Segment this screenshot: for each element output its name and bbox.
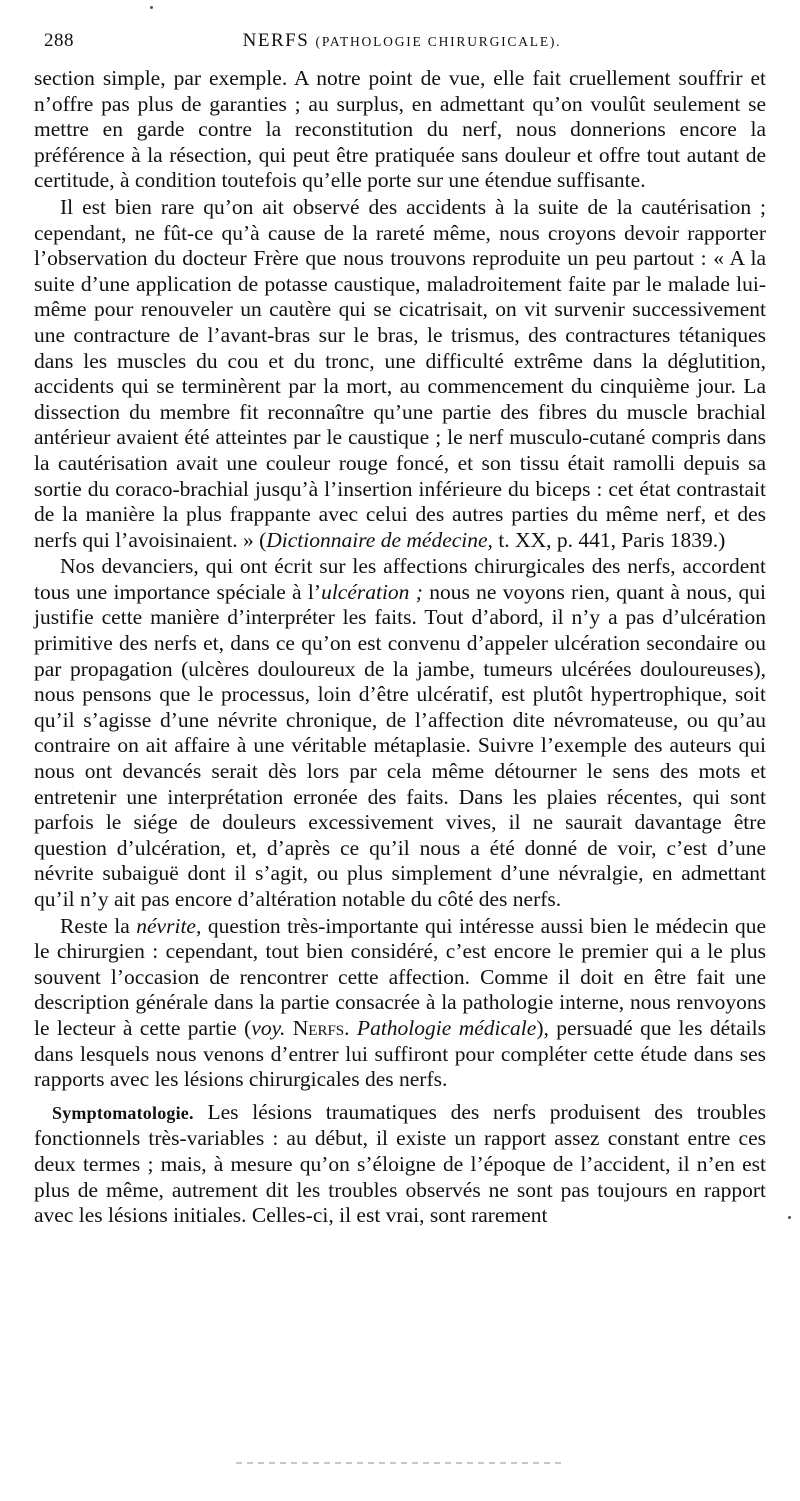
citation-details: t. XX, p. 441, Paris 1839.) — [492, 527, 726, 552]
paragraph-continuation: section simple, par exemple. A notre point de vue, elle fait cruellement souffrir et n’offre pas plus de garanties ; au surplus, en admettant qu’on voulût seulement se mettre en garde contre la reconstitution du nerf, nous donnerions encore la préférence à la résection, qui peut être pratiquée sans douleur et offre tout autant de certitude, à condition toutefois qu’elle porte sur une étendue suffisante. — [34, 66, 766, 193]
paragraph-cauterisation — [34, 195, 766, 553]
paragraph-nevrite-body: question très-importante qui intéresse aussi bien le médecin que le chirurgien : cependant, tout bien considéré, c’est encore le premier qui a le plus souvent l’occasion de rencontrer cette affection. Comme il doit en être fait une description générale dans la partie consacrée à la pathologie interne, nous renvoyons le lecteur à cette partie ( — [34, 913, 766, 1040]
running-title — [44, 30, 760, 52]
citation-title: Dictionnaire de médecine, — [266, 527, 493, 552]
paragraph-ulceration-intro: Nos devanciers, qui ont écrit sur les affections chirurgicales des nerfs, accordent tous une importance spéciale à l’ — [34, 554, 766, 604]
paragraph-symptomatologie-text: Les lésions traumatiques des nerfs produisent des troubles fonctionnels très-variables : au début, il existe un rapport assez constant entre ces deux termes ; mais, à mesure qu’on s’éloigne de l’époque de l’accident, il n’en est plus de même, autrement dit les troubles observés ne sont pas toujours en rapport avec les lésions initiales. Celles-ci, il est vrai, sont rarement — [34, 1099, 766, 1228]
paragraph-nevrite — [34, 914, 766, 1093]
term-nevrite: névrite, — [136, 913, 202, 938]
paragraph-ulceration-body: nous ne voyons rien, quant à nous, qui justifie cette manière d’interpréter les faits. Tout d’abord, il n’y a pas d’ulcération primitive des nerfs et, dans ce qu’on est convenu d’appeler ulcération secondaire ou par propagation (ulcères douloureux de la jambe, tumeurs ulcérées douloureuses), nous pensons que le processus, loin d’être ulcératif, est plutôt hypertrophique, soit qu’il s’agisse d’une névrite chronique, de l’affection dite névromateuse, ou qu’au contraire on ait affaire à une véritable métaplasie. Suivre l’exemple des auteurs qui nous ont devancés serait dès lors par cela même détourner le sens des mots et entretenir une interprétation erronée des faits. Dans les plaies récentes, qui sont parfois le siége de douleurs excessivement vives, il ne saurait davantage être question d’ulcération, et, d’après ce qu’il nous a été donné de voir, c’est d’une névrite subaiguë dont il s’agit, ou plus simplement d’une névralgie, en admettant qu’il n’y ait pas encore d’altération notable du côté des nerfs. — [34, 579, 766, 911]
cross-ref-voy: voy. — [251, 1015, 286, 1040]
cross-ref-nerfs: Nerfs. — [285, 1015, 350, 1040]
section-heading-symptomatologie: Symptomatologie. — [52, 1102, 194, 1123]
paragraph-ulceration — [34, 554, 766, 912]
running-header — [44, 30, 760, 58]
term-ulceration: ulcération ; — [321, 579, 423, 604]
running-title-subtitle: (PATHOLOGIE CHIRURGICALE). — [315, 34, 562, 49]
paragraph-nevrite-end: ), persuadé que les détails dans lesquels nous venons d’entrer lui suffiront pour compléter cette étude dans ses rapports avec les lésions chirurgicales des nerfs. — [34, 1015, 766, 1092]
paragraph-symptomatologie — [34, 1100, 766, 1229]
print-speck — [788, 1216, 791, 1219]
paragraph-nevrite-intro: Reste la — [60, 913, 137, 938]
bleed-through-smudge — [236, 1462, 566, 1464]
page-body-text — [34, 66, 766, 1229]
running-title-main: NERFS — [242, 30, 310, 51]
cross-ref-pathologie: Pathologie médicale — [349, 1015, 537, 1040]
page-number: 288 — [44, 30, 74, 51]
paragraph-cauterisation-text: Il est bien rare qu’on ait observé des accidents à la suite de la cautérisation ; cependant, ne fût-ce qu’à cause de la rareté même, nous croyons devoir rapporter l’observation du docteur Frère que nous trouvons reproduite un peu partout : « A la suite d’une application de potasse caustique, maladroitement faite par le malade lui-même pour renouveler un cautère qui se cicatrisait, on vit survenir successivement une contracture de l’avant-bras sur le bras, le trismus, des contractures tétaniques dans les muscles du cou et du tronc, une difficulté extrême dans la déglutition, accidents qui se terminèrent par la mort, au commencement du cinquième jour. La dissection du membre fit reconnaître qu’une partie des fibres du muscle brachial antérieur avaient été atteintes par le caustique ; le nerf musculo-cutané compris dans la cautérisation avait une couleur rouge foncé, et son tissu était ramolli depuis sa sortie du coraco-brachial jusqu’à l’insertion inférieure du biceps : cet état contrastait de la manière la plus frappante avec celui des autres parties du même nerf, et des nerfs qui l’avoisinaient. » ( — [34, 194, 766, 552]
print-speck — [150, 6, 153, 9]
